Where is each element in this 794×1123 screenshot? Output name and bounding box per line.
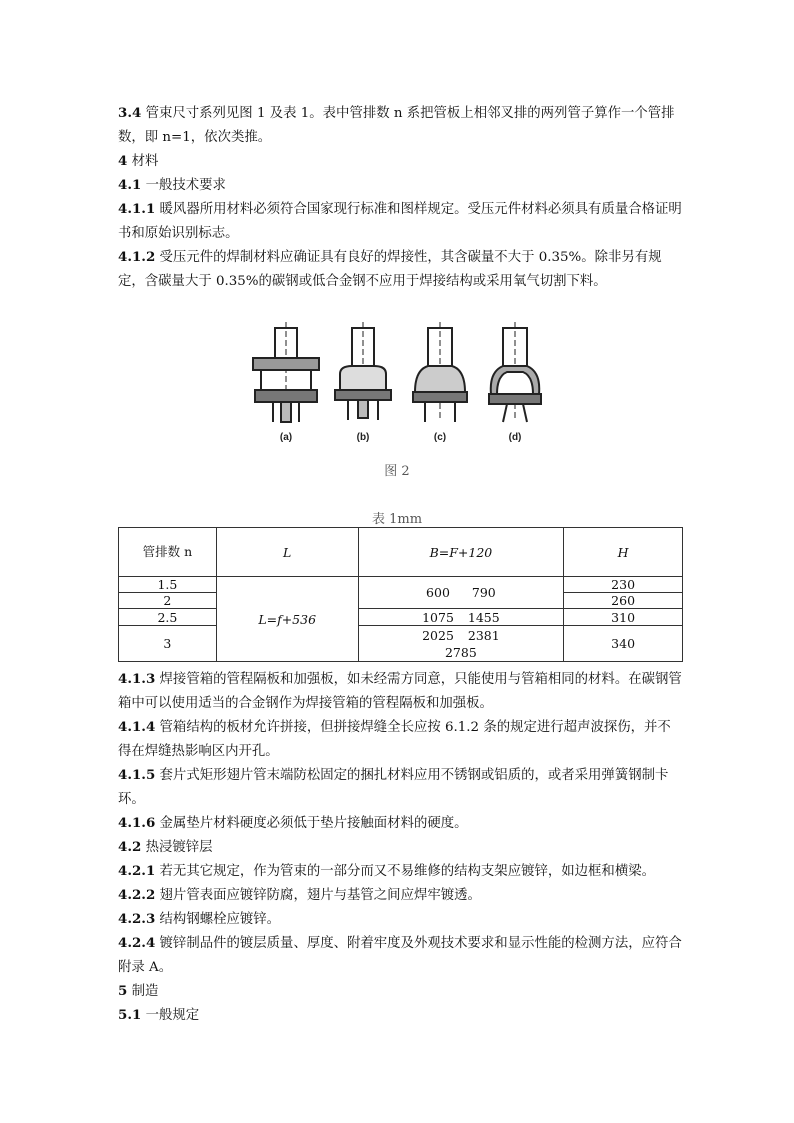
cell-H: 310 bbox=[564, 609, 683, 626]
paragraph-4-1-5 bbox=[118, 763, 684, 812]
section-number: 4 bbox=[118, 153, 128, 169]
header-L: L bbox=[216, 528, 358, 577]
figure-label-a: (a) bbox=[279, 432, 293, 443]
figure-label-d: (d) bbox=[508, 432, 522, 443]
section-number: 4.1.6 bbox=[118, 815, 156, 831]
paragraph-4-1-2 bbox=[118, 245, 684, 294]
joint-d-drawing bbox=[489, 322, 541, 422]
cell-n: 3 bbox=[119, 626, 217, 662]
header-H: H bbox=[564, 528, 683, 577]
heading-4-2 bbox=[118, 835, 684, 860]
paragraph-text: 一般技术要求 bbox=[145, 178, 226, 193]
paragraph-4-2-1 bbox=[118, 859, 684, 884]
table-row bbox=[119, 609, 683, 626]
cell-H: 260 bbox=[564, 593, 683, 609]
cell-bf-1: 600 790 bbox=[358, 577, 564, 609]
cell-L-value: L=f+536 bbox=[216, 577, 358, 662]
paragraph-4-1-4 bbox=[118, 715, 684, 764]
section-number: 5 bbox=[118, 983, 128, 999]
header-B-F: B=F+120 bbox=[358, 528, 564, 577]
section-number: 3.4 bbox=[118, 105, 142, 121]
paragraph-text: 金属垫片材料硬度必须低于垫片接触面材料的硬度。 bbox=[159, 816, 468, 831]
joint-c-drawing bbox=[413, 322, 467, 422]
cell-n: 2 bbox=[119, 593, 217, 609]
joint-b-drawing bbox=[335, 322, 391, 420]
paragraph-4-1-6 bbox=[118, 811, 684, 836]
header-tube-rows: 管排数 n bbox=[119, 528, 217, 577]
cell-bf-3-line1: 2025 2381 bbox=[422, 627, 500, 643]
section-number: 4.1.2 bbox=[118, 249, 156, 265]
paragraph-text: 热浸镀锌层 bbox=[145, 840, 213, 855]
paragraph-text: 镀锌制品件的镀层质量、厚度、附着牢度及外观技术要求和显示性能的检测方法，应符合附录 A。 bbox=[118, 936, 682, 975]
paragraph-text: 一般规定 bbox=[145, 1008, 200, 1023]
cell-bf-3 bbox=[358, 626, 564, 662]
paragraph-text: 受压元件的焊制材料应确证具有良好的焊接性，其含碳量不大于 0.35%。除非另有规定，含碳量大于 0.35%的碳钢或低合金钢不应用于焊接结构或采用氧气切割下料。 bbox=[118, 250, 662, 289]
paragraph-text: 翅片管表面应镀锌防腐，翅片与基管之间应焊牢镀透。 bbox=[159, 888, 481, 903]
table-header-row bbox=[119, 528, 683, 577]
figure-tube-joints bbox=[245, 318, 545, 448]
paragraph-text: 结构钢螺栓应镀锌。 bbox=[159, 912, 281, 927]
table-row bbox=[119, 577, 683, 593]
paragraph-4-2-4 bbox=[118, 931, 684, 980]
heading-4 bbox=[118, 149, 684, 174]
section-number: 4.2.2 bbox=[118, 887, 156, 903]
section-number: 4.1 bbox=[118, 177, 142, 193]
figure-label-c: (c) bbox=[433, 432, 447, 443]
section-number: 4.1.1 bbox=[118, 201, 156, 217]
table-row bbox=[119, 626, 683, 662]
section-number: 4.2 bbox=[118, 839, 142, 855]
cell-n: 1.5 bbox=[119, 577, 217, 593]
figure-label-b: (b) bbox=[356, 432, 370, 443]
section-number: 4.2.3 bbox=[118, 911, 156, 927]
paragraph-text: 若无其它规定，作为管束的一部分而又不易维修的结构支架应镀锌，如边框和横梁。 bbox=[159, 864, 655, 879]
paragraph-4-2-2 bbox=[118, 883, 684, 908]
cell-n: 2.5 bbox=[119, 609, 217, 626]
cell-H: 340 bbox=[564, 626, 683, 662]
paragraph-text: 暖风器所用材料必须符合国家现行标准和图样规定。受压元件材料必须具有质量合格证明书和原始识别标志。 bbox=[118, 202, 682, 241]
cell-bf-2: 1075 1455 bbox=[358, 609, 564, 626]
section-number: 4.1.3 bbox=[118, 671, 156, 687]
heading-5 bbox=[118, 979, 684, 1004]
paragraph-text: 管箱结构的板材允许拼接，但拼接焊缝全长应按 6.1.2 条的规定进行超声波探伤，并不得在焊缝热影响区内开孔。 bbox=[118, 720, 671, 759]
paragraph-4-2-3 bbox=[118, 907, 684, 932]
paragraph-text: 套片式矩形翅片管末端防松固定的捆扎材料应用不锈钢或铝质的，或者采用弹簧钢制卡环。 bbox=[118, 768, 669, 807]
joint-a-drawing bbox=[253, 322, 319, 422]
section-number: 5.1 bbox=[118, 1007, 142, 1023]
cell-H: 230 bbox=[564, 577, 683, 593]
tube-bundle-table bbox=[118, 527, 683, 662]
table-caption: 表 1mm bbox=[371, 512, 423, 527]
paragraph-text: 焊接管箱的管程隔板和加强板，如未经需方同意，只能使用与管箱相同的材料。在碳钢管箱中可以使用适当的合金钢作为焊接管箱的管程隔板和加强板。 bbox=[118, 672, 682, 711]
paragraph-text: 材料 bbox=[131, 154, 159, 169]
heading-5-1 bbox=[118, 1003, 684, 1028]
cell-bf-3-line2: 2785 bbox=[444, 644, 477, 660]
heading-4-1 bbox=[118, 173, 684, 198]
paragraph-3-4 bbox=[118, 101, 684, 150]
section-number: 4.2.1 bbox=[118, 863, 156, 879]
section-number: 4.2.4 bbox=[118, 935, 156, 951]
section-number: 4.1.4 bbox=[118, 719, 156, 735]
paragraph-4-1-3 bbox=[118, 667, 684, 716]
figure-caption: 图 2 bbox=[384, 464, 410, 479]
section-number: 4.1.5 bbox=[118, 767, 156, 783]
paragraph-text: 制造 bbox=[131, 984, 159, 999]
paragraph-text: 管束尺寸系列见图 1 及表 1。表中管排数 n 系把管板上相邻叉排的两列管子算作一个管排数，即 n=1，依次类推。 bbox=[118, 106, 675, 145]
paragraph-4-1-1 bbox=[118, 197, 684, 246]
